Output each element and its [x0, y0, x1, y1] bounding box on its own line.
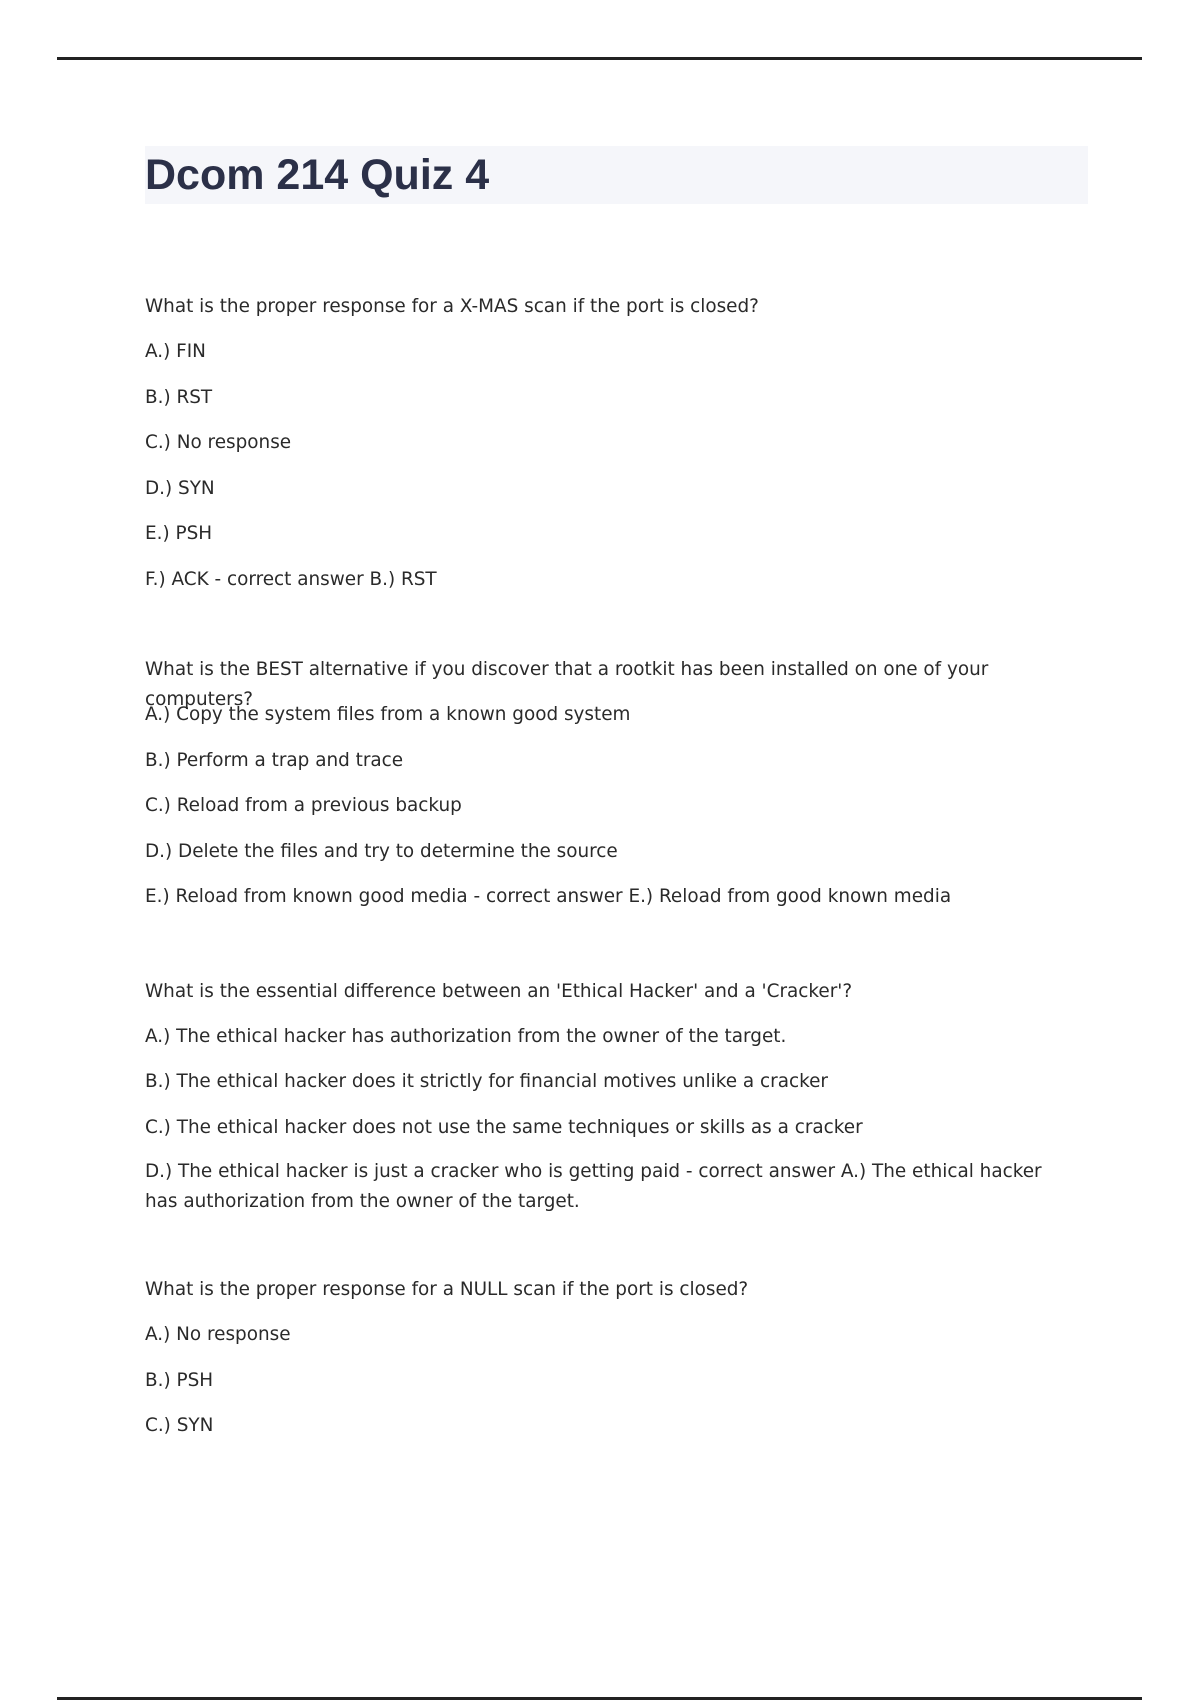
- question-2-option-c: C.) Reload from a previous backup: [145, 795, 462, 816]
- question-2-option-e-answer: E.) Reload from known good media - correct answer E.) Reload from good known media: [145, 886, 952, 907]
- document-title: Dcom 214 Quiz 4: [145, 151, 490, 199]
- question-1-option-f-answer: F.) ACK - correct answer B.) RST: [145, 569, 437, 590]
- question-4-option-b: B.) PSH: [145, 1370, 214, 1391]
- question-2-text: What is the BEST alternative if you discover that a rootkit has been installed on one of your computers?: [145, 659, 989, 710]
- question-2-option-d: D.) Delete the files and try to determine the source: [145, 841, 618, 862]
- question-3-option-b: B.) The ethical hacker does it strictly for financial motives unlike a cracker: [145, 1071, 828, 1092]
- question-3-text: What is the essential difference between an 'Ethical Hacker' and a 'Cracker'?: [145, 981, 853, 1002]
- question-2-option-a: A.) Copy the system files from a known good system: [145, 704, 631, 725]
- question-4-option-c: C.) SYN: [145, 1415, 214, 1436]
- question-1-text: What is the proper response for a X-MAS scan if the port is closed?: [145, 296, 759, 317]
- question-1-option-a: A.) FIN: [145, 341, 206, 362]
- question-3-option-a: A.) The ethical hacker has authorization from the owner of the target.: [145, 1026, 787, 1047]
- question-3-option-c: C.) The ethical hacker does not use the same techniques or skills as a cracker: [145, 1117, 863, 1138]
- header-rule: [57, 57, 1142, 60]
- question-4-option-a: A.) No response: [145, 1324, 291, 1345]
- question-3-option-d-answer: D.) The ethical hacker is just a cracker who is getting paid - correct answer A.) The ethical hacker has authorization from the owner of the target.: [145, 1161, 1042, 1212]
- question-4-text: What is the proper response for a NULL scan if the port is closed?: [145, 1279, 749, 1300]
- question-1-option-c: C.) No response: [145, 432, 292, 453]
- question-1-option-b: B.) RST: [145, 387, 213, 408]
- question-1-option-e: E.) PSH: [145, 523, 213, 544]
- question-2-option-b: B.) Perform a trap and trace: [145, 750, 404, 771]
- question-1-option-d: D.) SYN: [145, 478, 215, 499]
